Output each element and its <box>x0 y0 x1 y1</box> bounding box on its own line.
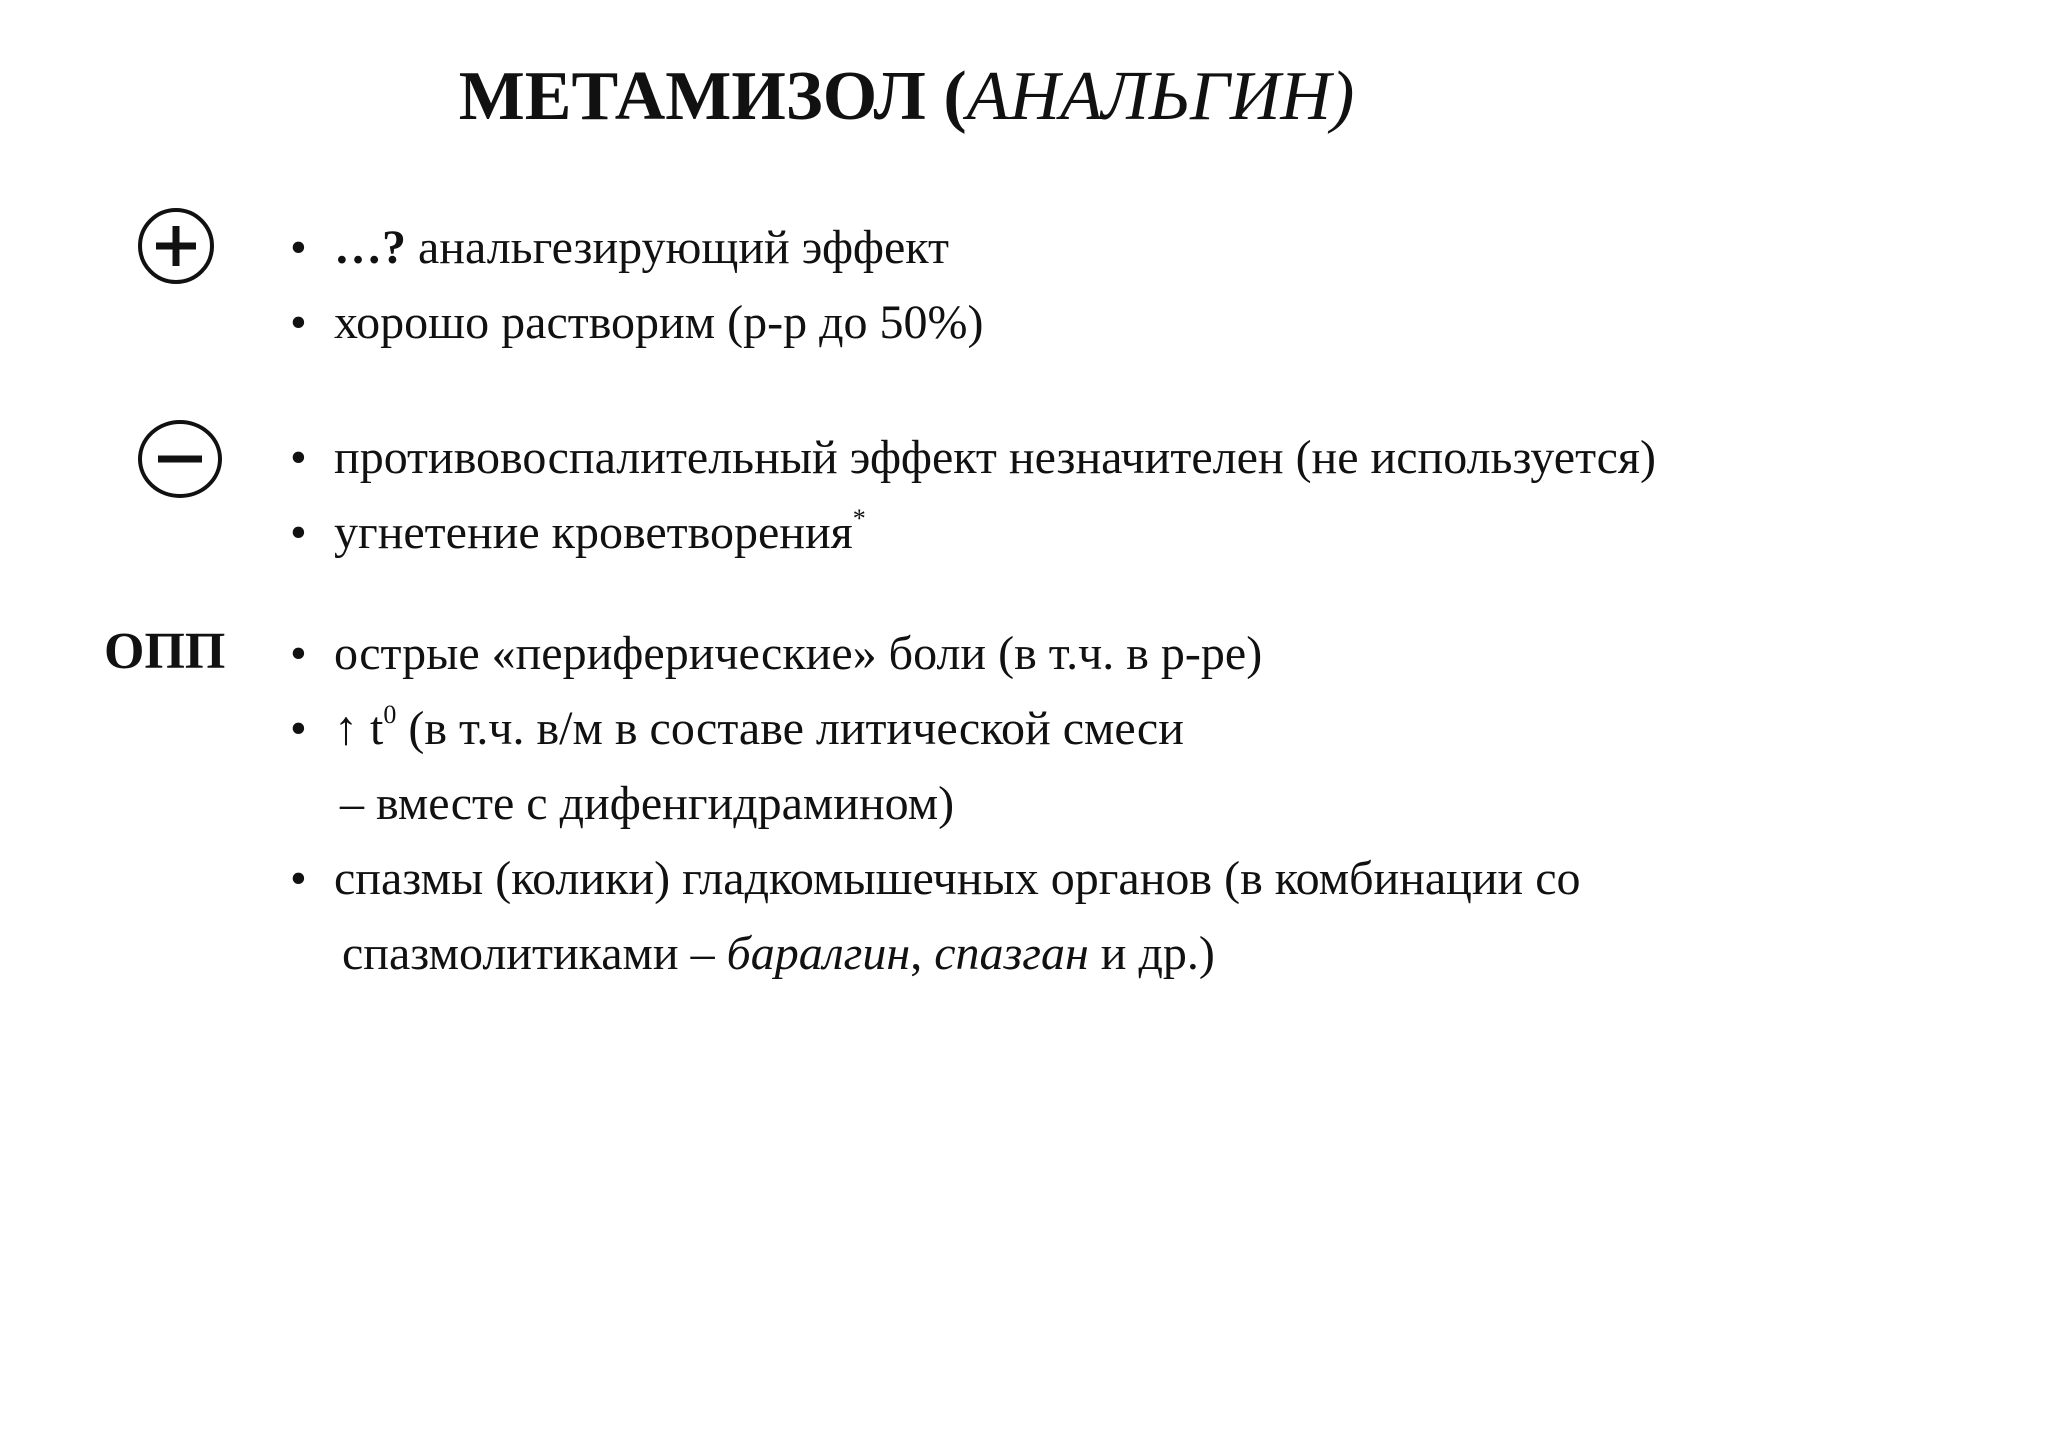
bullet: • <box>290 431 307 484</box>
bullet: • <box>290 702 307 755</box>
title-main: МЕТАМИЗОЛ ( <box>458 58 967 135</box>
title-alt: АНАЛЬГИН) <box>966 58 1355 135</box>
opp-item-2 <box>334 699 1184 759</box>
drug-name-spazgan: спазган <box>934 927 1089 980</box>
opp-item-2-sup: 0 <box>383 700 397 729</box>
minus-item-1: противовоспалительный эффект незначителен (не используется) <box>334 431 1656 484</box>
page-title <box>0 52 1813 142</box>
opp-item-3-sep: , <box>910 927 935 980</box>
footnote-marker: * <box>852 504 866 533</box>
bullet: • <box>290 627 307 680</box>
plus-item-1-text: анальгезирующий эффект <box>406 221 949 274</box>
bullet: • <box>290 506 307 559</box>
opp-item-3: спазмы (колики) гладкомышечных органов (в комбинации со <box>334 852 1581 905</box>
plus-circle-icon <box>136 206 216 286</box>
minus-item-2-text: угнетение кроветворения <box>334 506 853 559</box>
drug-name-baralgin: баралгин <box>726 927 911 980</box>
plus-item-1-strong: …? <box>334 221 406 274</box>
opp-item-1: острые «периферические» боли (в т.ч. в р-ре) <box>334 627 1263 680</box>
opp-item-2-continuation: – вместе с дифенгидрамином) <box>340 777 955 830</box>
opp-item-2-pre: ↑ t <box>334 702 384 755</box>
bullet: • <box>290 221 307 274</box>
opp-item-3-line2-pre: спазмолитиками – <box>342 927 727 980</box>
opp-item-3-continuation <box>342 924 1215 984</box>
opp-item-3-line2-post: и др.) <box>1088 927 1215 980</box>
plus-item-2: хорошо растворим (р-р до 50%) <box>334 296 984 349</box>
plus-item-1 <box>334 218 949 278</box>
opp-label: ОПП <box>104 623 226 680</box>
bullet: • <box>290 296 307 349</box>
minus-circle-icon <box>136 418 224 500</box>
minus-item-2 <box>334 503 866 563</box>
bullet: • <box>290 852 307 905</box>
opp-item-2-text: (в т.ч. в/м в составе литической смеси <box>396 702 1184 755</box>
